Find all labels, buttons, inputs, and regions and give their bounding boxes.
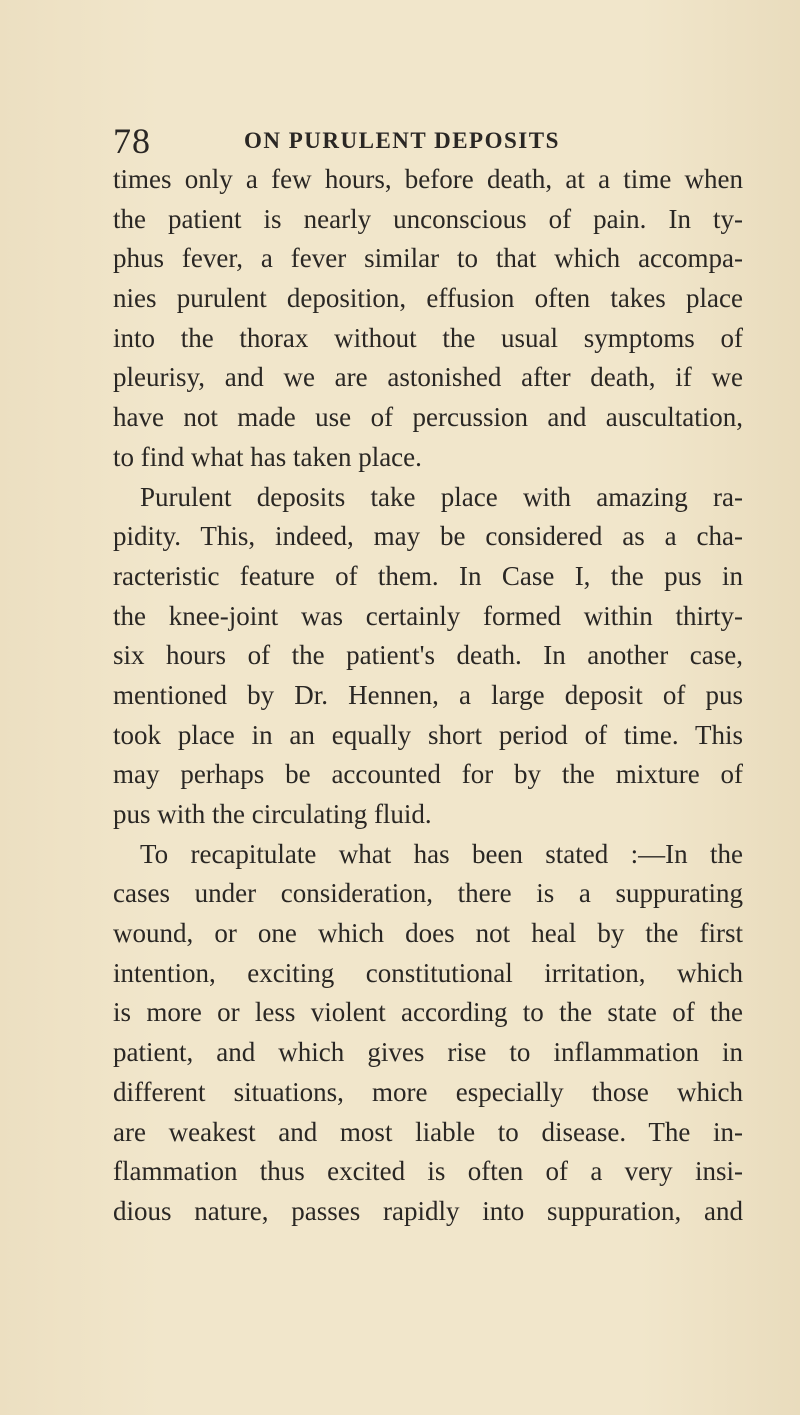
text-line: phus fever, a fever similar to that which accompa- [113, 243, 743, 274]
running-head: ON PURULENT DEPOSITS [244, 128, 560, 153]
text-line: took place in an equally short period of time. This [113, 719, 743, 750]
text-line: cases under consideration, there is a suppurating [113, 878, 743, 909]
text-line: flammation thus excited is often of a very insi- [113, 1156, 743, 1187]
text-line: different situations, more especially those which [113, 1076, 743, 1107]
text-line: To recapitulate what has been stated :—In the [140, 838, 743, 869]
text-line: patient, and which gives rise to inflammation in [113, 1037, 743, 1068]
text-line: to find what has taken place. [113, 441, 422, 472]
text-line: pus with the circulating fluid. [113, 799, 432, 829]
text-line: may perhaps be accounted for by the mixture of [113, 759, 743, 790]
text-line: pidity. This, indeed, may be considered as a cha- [113, 521, 743, 552]
text-line: Purulent deposits take place with amazing ra- [140, 481, 743, 512]
text-line: pleurisy, and we are astonished after death, if we [113, 362, 743, 393]
text-line: the knee-joint was certainly formed within thirty- [113, 600, 743, 631]
text-line: into the thorax without the usual symptoms of [113, 322, 743, 353]
text-line: racteristic feature of them. In Case I, the pus in [113, 560, 743, 591]
text-line: mentioned by Dr. Hennen, a large deposit of pus [113, 679, 743, 710]
text-line: wound, or one which does not heal by the first [113, 918, 743, 949]
text-line: intention, exciting constitutional irritation, which [113, 957, 743, 988]
body-text [113, 160, 743, 1232]
text-line: dious nature, passes rapidly into suppuration, and [113, 1195, 743, 1226]
text-line: are weakest and most liable to disease. The in- [113, 1116, 743, 1147]
page-number: 78 [113, 121, 151, 161]
text-line: the patient is nearly unconscious of pain. In ty- [113, 203, 743, 234]
text-line: nies purulent deposition, effusion often takes place [113, 283, 743, 314]
text-line: times only a few hours, before death, at a time when [113, 164, 743, 194]
text-line: have not made use of percussion and auscultation, [113, 402, 743, 433]
text-line: six hours of the patient's death. In another case, [113, 640, 743, 671]
text-line: is more or less violent according to the state of the [113, 997, 743, 1028]
